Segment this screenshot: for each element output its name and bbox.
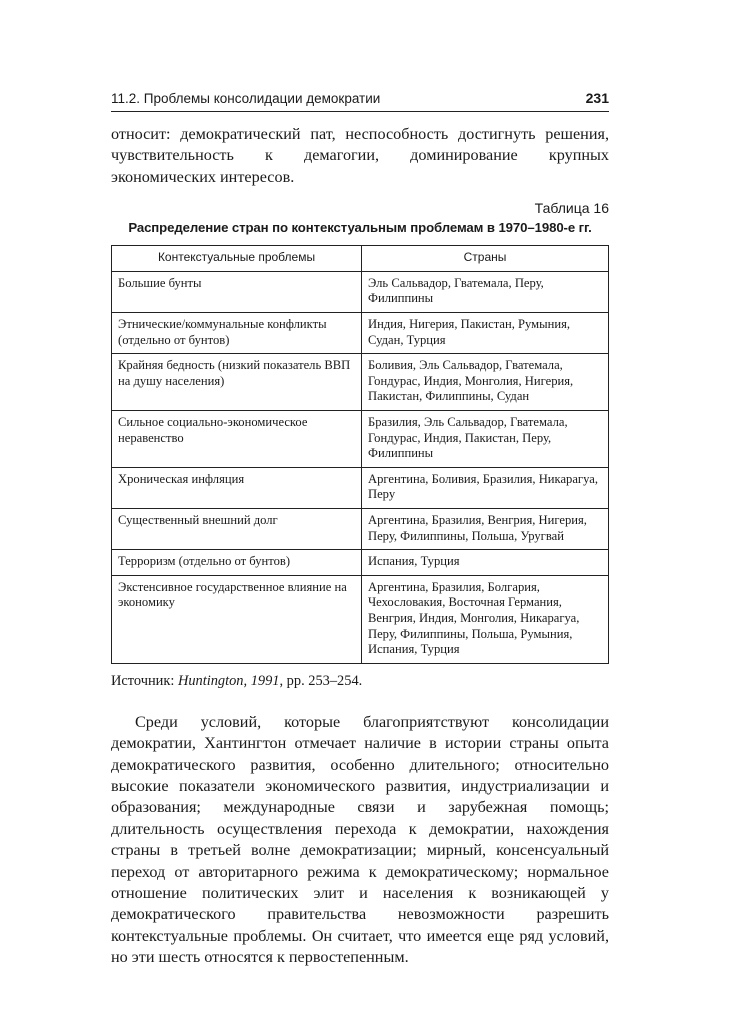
problem-cell: Сильное социально-экономическое неравенство [112, 410, 362, 467]
table-row [112, 410, 609, 467]
page-number: 231 [585, 90, 609, 106]
table-row [112, 313, 609, 354]
problem-cell: Хроническая инфляция [112, 467, 362, 508]
table-header-row [112, 246, 609, 272]
countries-table [111, 245, 609, 663]
countries-cell: Боливия, Эль Сальвадор, Гватемала, Гондурас, Индия, Монголия, Нигерия, Пакистан, Филиппины, Судан [362, 354, 609, 411]
table-title: Распределение стран по контекстуальным проблемам в 1970–1980-е гг. [128, 220, 592, 236]
table-source [111, 673, 609, 690]
section-title: 11.2. Проблемы консолидации демократии [111, 91, 381, 106]
countries-cell: Испания, Турция [362, 550, 609, 576]
problem-cell: Существенный внешний долг [112, 508, 362, 549]
running-header [111, 90, 609, 112]
countries-cell: Аргентина, Бразилия, Болгария, Чехословакия, Восточная Германия, Венгрия, Индия, Монголия, Никарагуа, Перу, Филиппины, Польша, Румыния, Испания, Турция [362, 575, 609, 663]
problem-cell: Экстенсивное государственное влияние на экономику [112, 575, 362, 663]
problem-cell: Крайняя бедность (низкий показатель ВВП на душу населения) [112, 354, 362, 411]
table-row [112, 467, 609, 508]
countries-cell: Бразилия, Эль Сальвадор, Гватемала, Гондурас, Индия, Пакистан, Перу, Филиппины [362, 410, 609, 467]
countries-cell: Эль Сальвадор, Гватемала, Перу, Филиппины [362, 271, 609, 312]
header-problems: Контекстуальные проблемы [112, 246, 362, 272]
problem-cell: Терроризм (отдельно от бунтов) [112, 550, 362, 576]
table-row [112, 271, 609, 312]
body-paragraph: Среди условий, которые благоприятствуют консолидации демократии, Хантингтон отмечает наличие в истории страны опыта демократического развития, особенно длительного; относительно высокие показатели экономического развития, индустриализации и образования; международные связи и зарубежная помощь; длительность осуществления перехода к демократии, нахождения страны в третьей волне демократизации; мирный, консенсуальный переход от авторитарного режима к демократическому; нормальное отношение политических элит и населения к возникающей у демократического правительства невозможности разрешить контекстуальные проблемы. Он считает, что имеется еще ряд условий, но эти шесть относятся к первостепенным. [111, 712, 609, 967]
problem-cell: Этнические/коммунальные конфликты (отдельно от бунтов) [112, 313, 362, 354]
book-page [111, 90, 609, 969]
header-countries: Страны [362, 246, 609, 272]
table-row [112, 575, 609, 663]
source-citation: Huntington, 1991 [177, 672, 280, 689]
table-row [112, 550, 609, 576]
intro-paragraph: относит: демократический пат, неспособность достигнуть решения, чувствительность к демагогии, доминирование крупных экономических интересов. [111, 125, 609, 186]
problem-cell: Большие бунты [112, 271, 362, 312]
table-row [112, 354, 609, 411]
table-label: Таблица 16 [534, 200, 609, 217]
source-prefix: Источник: [111, 672, 178, 689]
table-row [112, 508, 609, 549]
source-pages: , pp. 253–254. [279, 672, 363, 689]
countries-cell: Аргентина, Бразилия, Венгрия, Нигерия, Перу, Филиппины, Польша, Уругвай [362, 508, 609, 549]
countries-cell: Аргентина, Боливия, Бразилия, Никарагуа, Перу [362, 467, 609, 508]
countries-cell: Индия, Нигерия, Пакистан, Румыния, Судан, Турция [362, 313, 609, 354]
